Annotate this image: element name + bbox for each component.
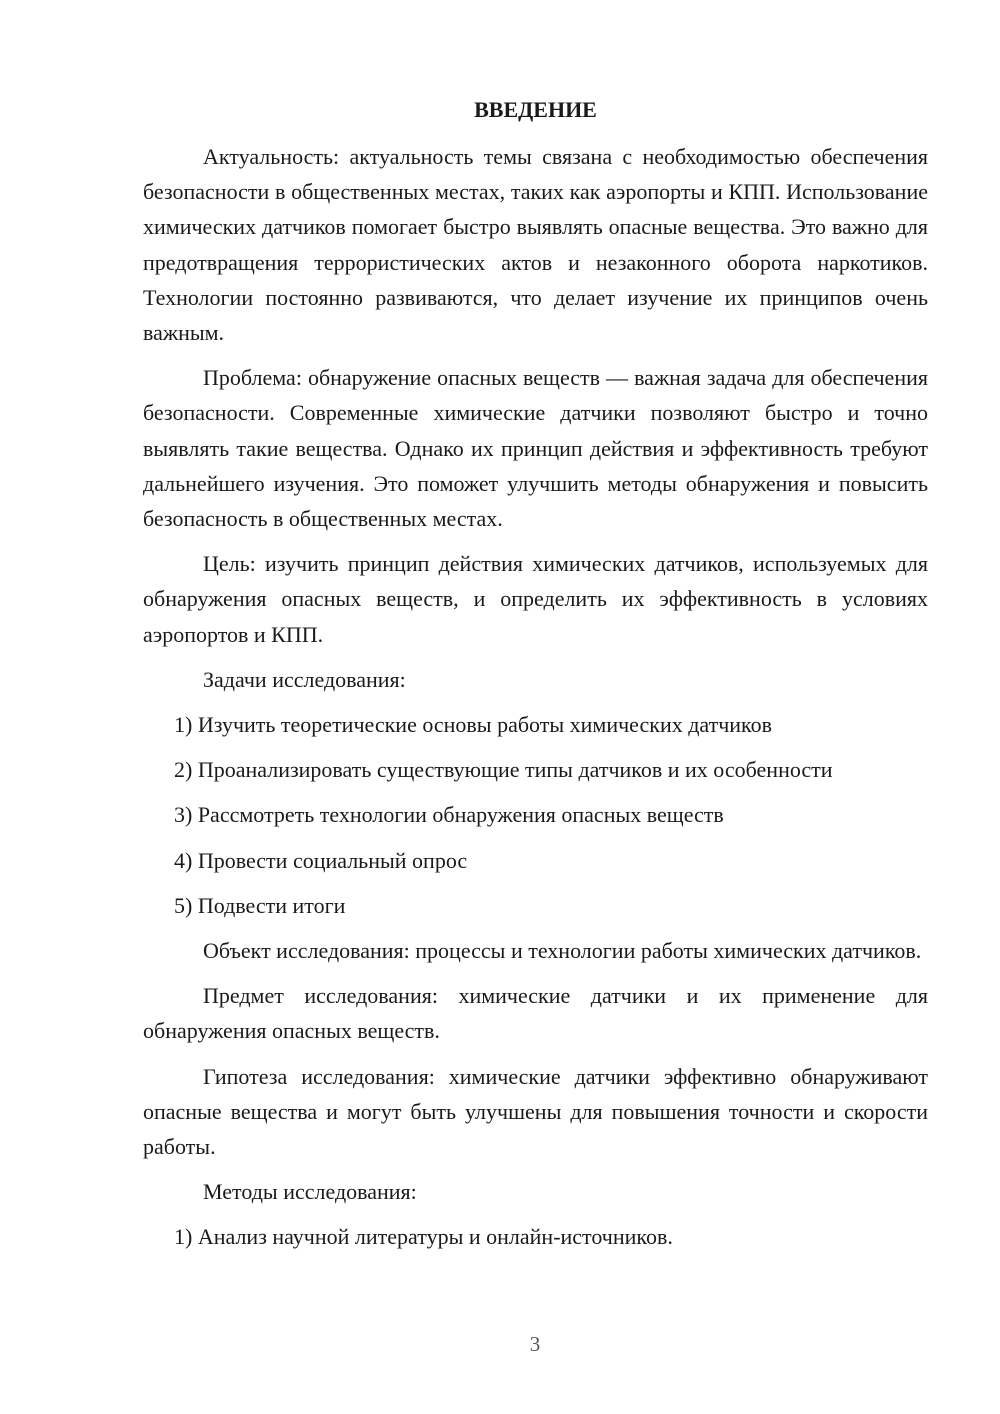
list-item: 1) Изучить теоретические основы работы химических датчиков bbox=[174, 712, 773, 738]
page-number: 3 bbox=[529, 1332, 541, 1356]
paragraph-problem: Проблема: обнаружение опасных веществ — важная задача для обеспечения безопасности. Современные химические датчики позволяют быстро и точно выявлять такие вещества. Однако их принцип действия и эффективность требуют дальнейшего изучения. Это поможет улучшить методы обнаружения и повысить безопасность в общественных местах. bbox=[143, 365, 928, 532]
methods-list bbox=[143, 1219, 928, 1254]
page-content bbox=[143, 93, 928, 1265]
paragraph-hypothesis: Гипотеза исследования: химические датчики эффективно обнаруживают опасные вещества и могут быть улучшены для повышения точности и скорости работы. bbox=[143, 1063, 928, 1160]
list-item: 5) Подвести итоги bbox=[174, 892, 346, 918]
list-item: 3) Рассмотреть технологии обнаружения опасных веществ bbox=[174, 802, 724, 828]
list-item: 4) Провести социальный опрос bbox=[174, 847, 468, 873]
list-item: 2) Проанализировать существующие типы датчиков и их особенности bbox=[174, 757, 833, 783]
methods-heading: Методы исследования: bbox=[203, 1179, 417, 1205]
list-item: 1) Анализ научной литературы и онлайн-источников. bbox=[174, 1224, 673, 1250]
tasks-list bbox=[143, 707, 928, 923]
section-title: ВВЕДЕНИЕ bbox=[474, 97, 597, 122]
paragraph-object: Объект исследования: процессы и технологии работы химических датчиков. bbox=[203, 938, 922, 964]
paragraph-relevance: Актуальность: актуальность темы связана с необходимостью обеспечения безопасности в общественных местах, таких как аэропорты и КПП. Использование химических датчиков помогает быстро выявлять опасные вещества. Это важно для предотвращения террористических актов и незаконного оборота наркотиков. Технологии постоянно развиваются, что делает изучение их принципов очень важным. bbox=[143, 144, 928, 346]
paragraph-goal: Цель: изучить принцип действия химических датчиков, используемых для обнаружения опасных веществ, и определить их эффективность в условиях аэропортов и КПП. bbox=[143, 551, 928, 647]
paragraph-subject: Предмет исследования: химические датчики и их применение для обнаружения опасных веществ. bbox=[143, 983, 928, 1044]
tasks-heading: Задачи исследования: bbox=[203, 666, 406, 692]
